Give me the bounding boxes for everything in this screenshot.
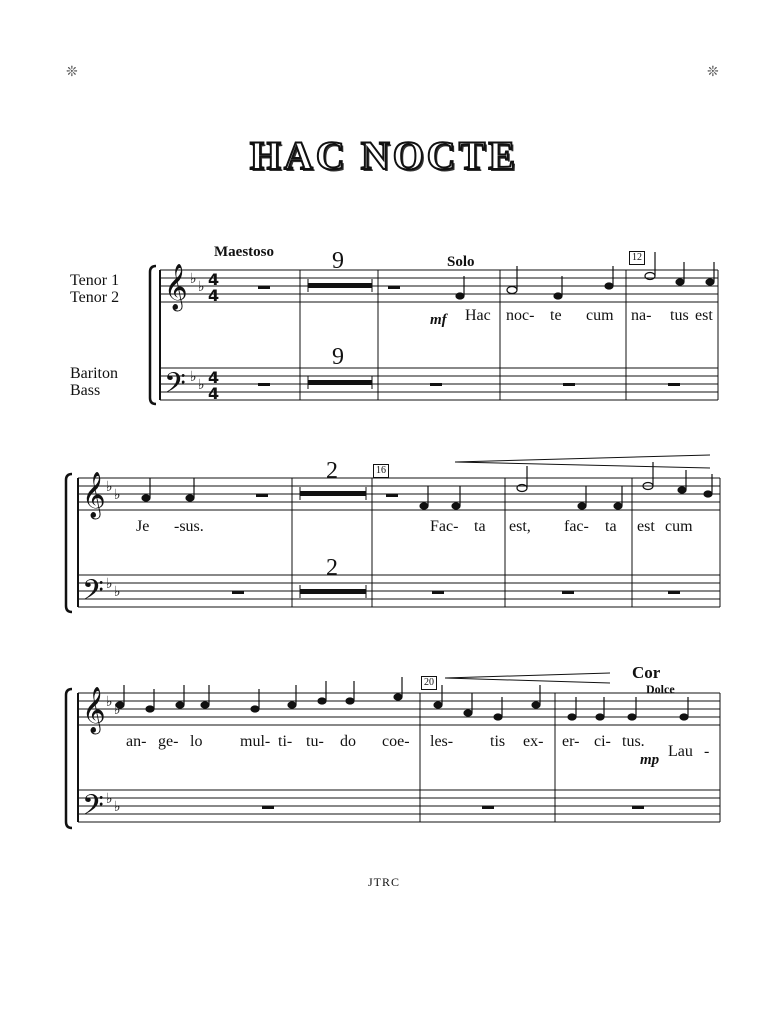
- footer-mark: JTRC: [367, 875, 400, 889]
- part-name-tenor-1: Tenor 1: [70, 272, 120, 289]
- lyric-syllable: lo: [190, 733, 203, 750]
- lyric-syllable: noc-: [506, 307, 535, 324]
- lyric-syllable: coe-: [382, 733, 410, 750]
- svg-text:♭: ♭: [198, 279, 205, 295]
- lyric-syllable: fac-: [564, 518, 589, 535]
- svg-text:4: 4: [208, 368, 220, 387]
- lyric-syllable: est: [695, 307, 713, 324]
- dynamic-mp: mp: [640, 752, 660, 768]
- tempo-marking: Maestoso: [214, 244, 274, 260]
- svg-text:♭: ♭: [190, 271, 197, 287]
- lyric-syllable: Hac: [465, 307, 491, 324]
- measure-number-16: 16: [373, 464, 389, 478]
- lyric-syllable: te: [550, 307, 562, 324]
- multirest-count-upper-2: 2: [326, 458, 338, 484]
- lyric-syllable: tus.: [622, 733, 645, 750]
- svg-text:♭: ♭: [114, 799, 121, 815]
- page-title: HAC NOCTE: [249, 133, 519, 178]
- svg-text:𝄞: 𝄞: [164, 264, 188, 310]
- svg-text:♭: ♭: [190, 369, 197, 385]
- multirest-count-upper-1: 9: [332, 248, 344, 274]
- svg-text:♭: ♭: [106, 576, 113, 592]
- svg-text:4: 4: [208, 384, 220, 403]
- lyric-syllable: -sus.: [174, 518, 204, 535]
- part-name-bass: Bass: [70, 382, 101, 399]
- svg-text:4: 4: [208, 286, 220, 305]
- system3-bass-staff: [78, 790, 720, 822]
- multirest-count-lower-2: 2: [326, 555, 338, 581]
- svg-text:𝄢: 𝄢: [82, 574, 104, 614]
- lyric-syllable: na-: [631, 307, 652, 324]
- lyric-syllable: est,: [509, 518, 531, 535]
- part-name-bariton: Bariton: [70, 365, 118, 382]
- lyric-syllable: Lau: [668, 743, 693, 760]
- lyric-syllable: Fac-: [430, 518, 459, 535]
- svg-text:♭: ♭: [114, 584, 121, 600]
- lyric-syllable: tis: [490, 733, 506, 750]
- lyric-syllable: tu-: [306, 733, 324, 750]
- corner-ornament-left: ❊: [66, 65, 78, 80]
- dolce-marking: Dolce: [646, 682, 675, 696]
- lyric-syllable: ci-: [594, 733, 611, 750]
- lyric-syllable: er-: [562, 733, 580, 750]
- lyric-syllable: est: [637, 518, 655, 535]
- svg-text:♭: ♭: [198, 377, 205, 393]
- lyric-syllable: ti-: [278, 733, 293, 750]
- lyric-syllable: tus: [670, 307, 689, 324]
- lyric-syllable: ex-: [523, 733, 544, 750]
- svg-text:♭: ♭: [106, 479, 113, 495]
- dynamic-mf: mf: [430, 312, 447, 328]
- lyric-syllable: mul-: [240, 733, 271, 750]
- svg-text:𝄞: 𝄞: [82, 687, 106, 733]
- svg-text:♭: ♭: [114, 487, 121, 503]
- svg-text:4: 4: [208, 270, 220, 289]
- svg-text:♭: ♭: [106, 791, 113, 807]
- lyric-syllable: cum: [665, 518, 693, 535]
- svg-text:♭: ♭: [106, 694, 113, 710]
- lyric-syllable: cum: [586, 307, 614, 324]
- cor-marking: Cor: [632, 663, 661, 682]
- lyric-syllable: les-: [430, 733, 454, 750]
- multirest-count-lower-1: 9: [332, 344, 344, 370]
- corner-ornament-right: ❊: [707, 65, 719, 80]
- svg-text:𝄢: 𝄢: [82, 789, 104, 829]
- lyric-syllable: an-: [126, 733, 147, 750]
- svg-text:𝄢: 𝄢: [164, 367, 186, 407]
- part-name-tenor-2: Tenor 2: [70, 289, 120, 306]
- lyric-syllable: -: [704, 743, 710, 760]
- measure-number-12: 12: [629, 251, 645, 265]
- lyric-syllable: ge-: [158, 733, 179, 750]
- system1-treble-staff: [160, 270, 718, 302]
- solo-marking: Solo: [447, 254, 475, 270]
- svg-text:𝄞: 𝄞: [82, 472, 106, 518]
- measure-number-20: 20: [421, 676, 437, 690]
- system2-treble-staff: [78, 478, 720, 510]
- svg-text:♭: ♭: [114, 702, 121, 718]
- lyric-syllable: ta: [605, 518, 617, 535]
- lyric-syllable: Je: [136, 518, 150, 535]
- lyric-syllable: ta: [474, 518, 486, 535]
- lyric-syllable: do: [340, 733, 356, 750]
- system2-bass-staff: [78, 575, 720, 607]
